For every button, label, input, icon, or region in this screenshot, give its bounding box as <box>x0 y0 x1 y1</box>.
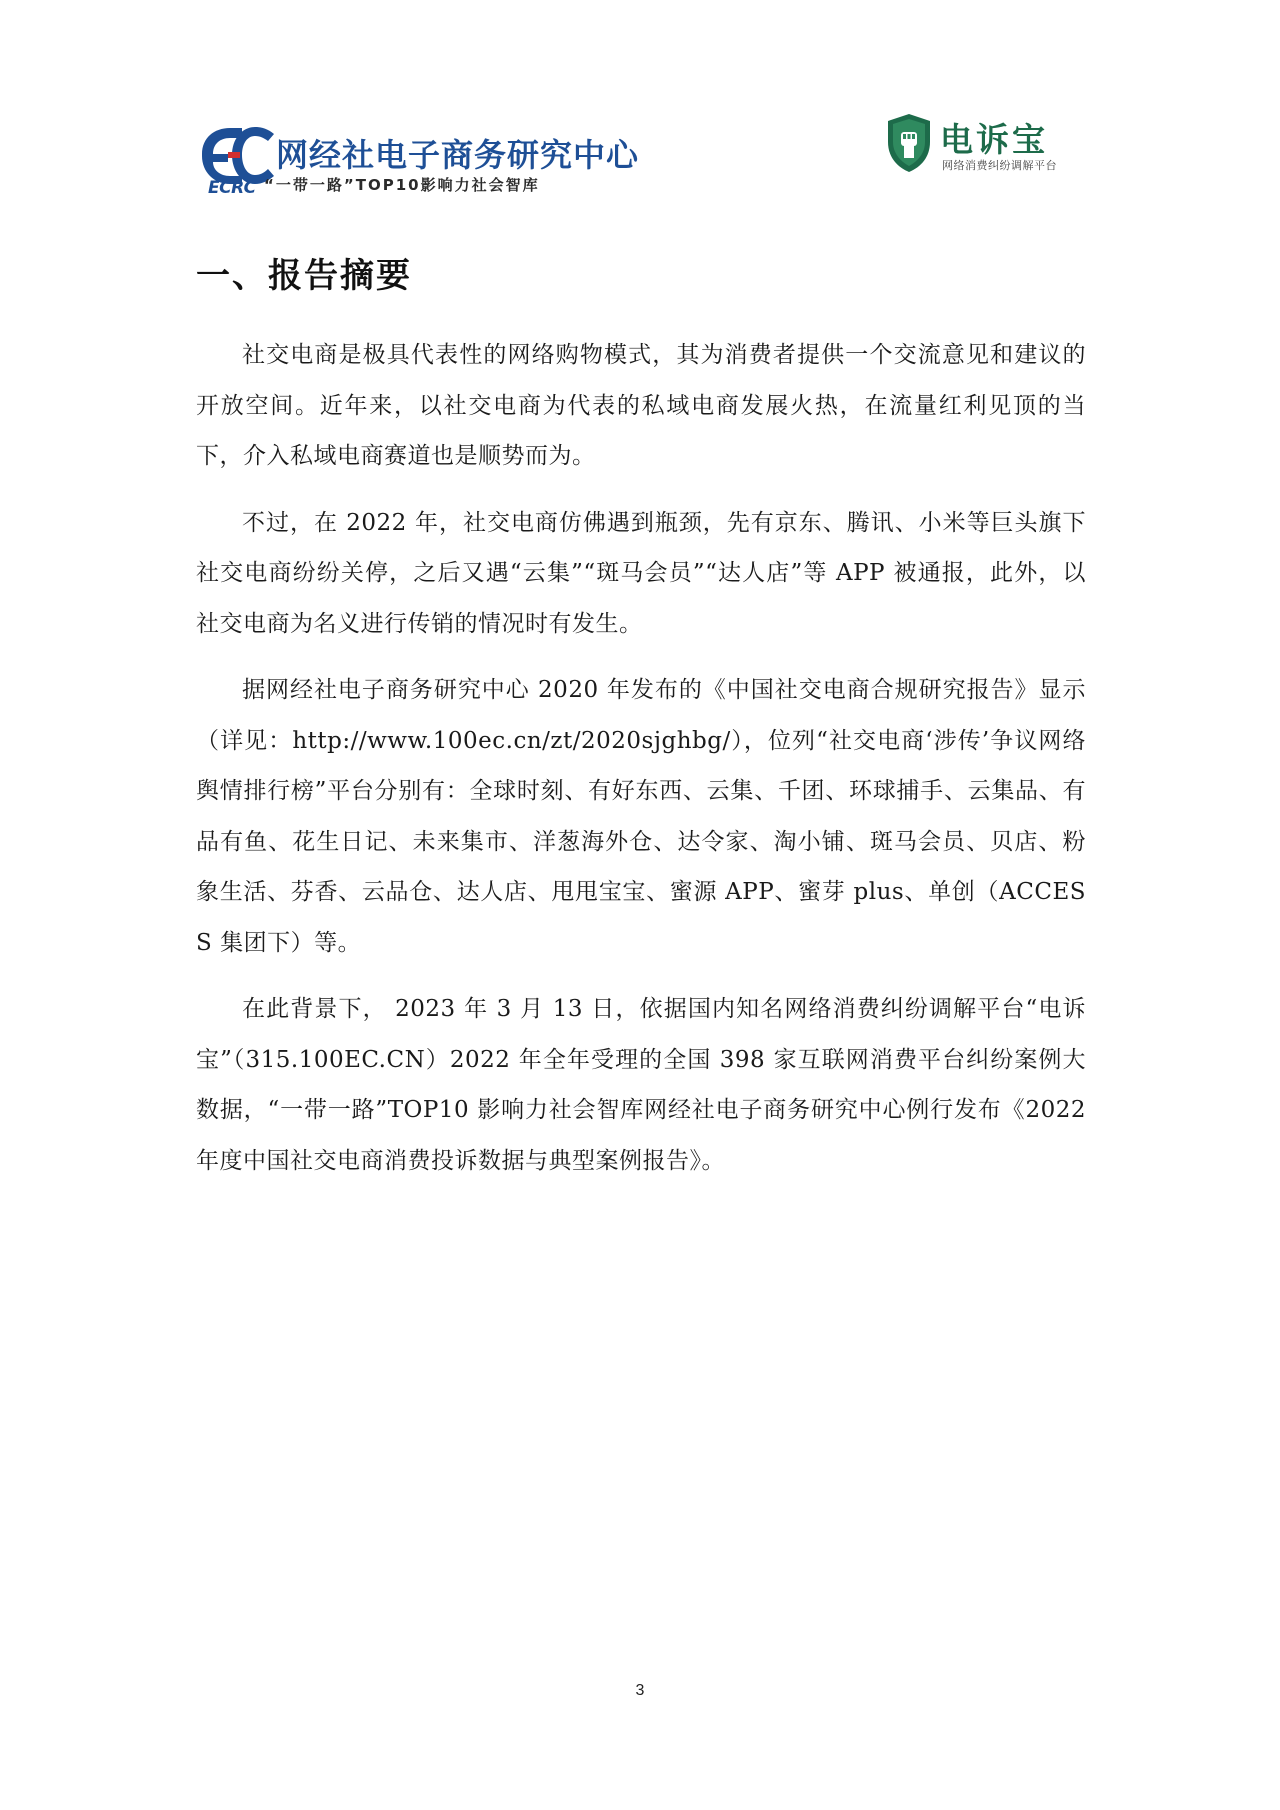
report-summary <box>196 330 1086 1202</box>
dsb-brand-name: 电诉宝 <box>940 120 1048 159</box>
page-number: 3 <box>635 1682 645 1699</box>
paragraph-background: 在此背景下， 2023 年 3 月 13 日，依据国内知名网络消费纠纷调解平台“电诉宝”（315.100EC.CN）2022 年全年受理的全国 398 家互联网消费平台纠纷案例大数据，“一带一路”TOP10 影响力社会智库网经社电子商务研究中心例行发布《2022 年度中国社交电商消费投诉数据与典型案例报告》。 <box>196 996 1086 1174</box>
shield-fist-icon <box>884 112 934 174</box>
ecrc-tagline: “一带一路”TOP10影响力社会智库 <box>264 176 540 194</box>
ecrc-logo <box>198 124 640 200</box>
ecrc-org-name: 网经社电子商务研究中心 <box>276 136 640 174</box>
section-title: 一、报告摘要 <box>196 256 412 296</box>
paragraph-intro: 社交电商是极具代表性的网络购物模式，其为消费者提供一个交流意见和建议的开放空间。近年来，以社交电商为代表的私域电商发展火热，在流量红利见顶的当下，介入私域电商赛道也是顺势而为。 <box>196 342 1086 469</box>
dsb-logo <box>884 112 1084 182</box>
paragraph-bottleneck: 不过，在 2022 年，社交电商仿佛遇到瓶颈，先有京东、腾讯、小米等巨头旗下社交电商纷纷关停，之后又遇“云集”“斑马会员”“达人店”等 APP 被通报，此外，以社交电商为名义进行传销的情况时有发生。 <box>196 509 1086 637</box>
dsb-tagline: 网络消费纠纷调解平台 <box>942 159 1057 172</box>
ecrc-abbreviation: ECRC <box>208 178 256 198</box>
page-header <box>0 0 1280 210</box>
paragraph-ranking: 据网经社电子商务研究中心 2020 年发布的《中国社交电商合规研究报告》显示（详见：http://www.100ec.cn/zt/2020sjghbg/），位列“社交电商‘涉传’争议网络舆情排行榜”平台分别有：全球时刻、有好东西、云集、千团、环球捕手、云集品、有品有鱼、花生日记、未来集市、洋葱海外仓、达令家、淘小铺、斑马会员、贝店、粉象生活、芬香、云品仓、达人店、甩甩宝宝、蜜源 APP、蜜芽 plus、单创（ACCESS 集团下）等。 <box>196 677 1086 956</box>
